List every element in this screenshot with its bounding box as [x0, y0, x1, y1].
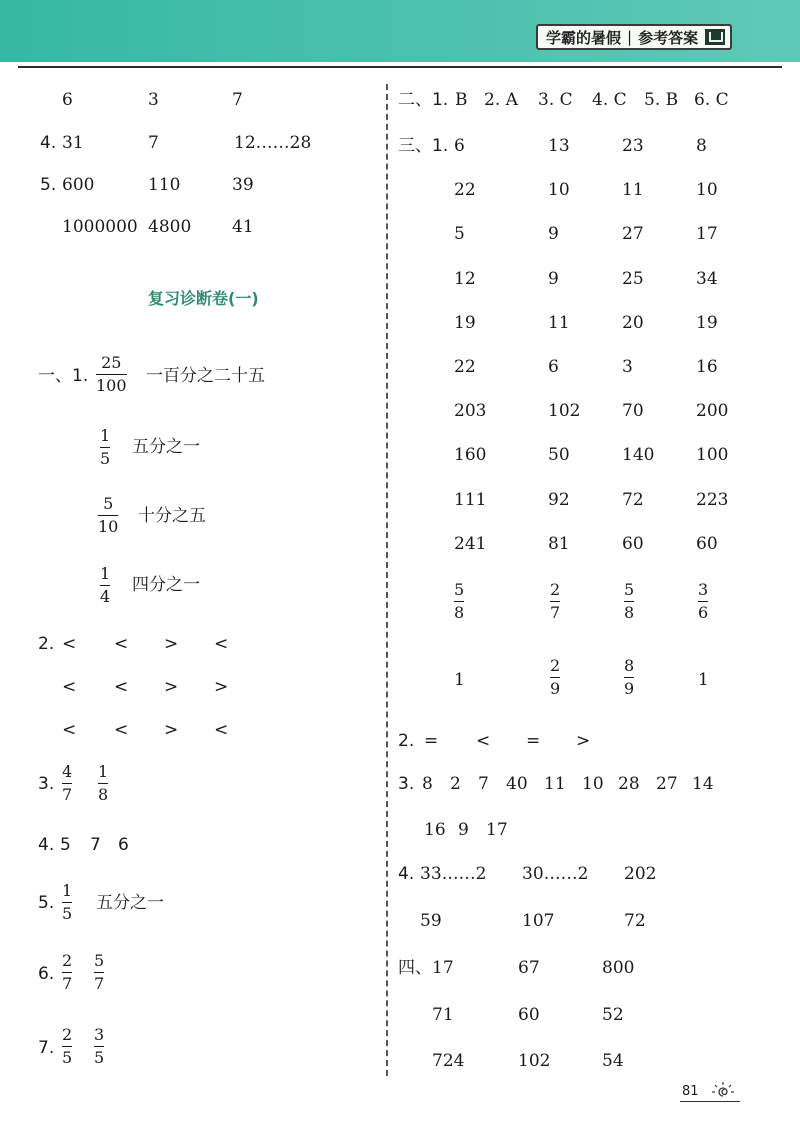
denominator: 100 — [96, 376, 127, 395]
fraction — [624, 658, 634, 697]
grid-cell: 8 — [696, 136, 707, 156]
grid-cell: 5 — [454, 224, 465, 244]
fraction — [62, 1027, 72, 1066]
answer-value: 17 — [486, 820, 508, 840]
answer-value: 39 — [232, 175, 254, 195]
numerator: 2 — [550, 656, 561, 675]
answer-value: 7 — [478, 774, 489, 794]
denominator: 4 — [100, 587, 111, 606]
fraction — [698, 582, 708, 621]
grid-cell: 241 — [454, 534, 487, 554]
answer-value: 3 — [148, 90, 159, 110]
grid-cell: 12 — [454, 269, 476, 289]
answer-value: 52 — [602, 1005, 624, 1025]
grid-cell: 17 — [696, 224, 718, 244]
question-label: 7. — [38, 1038, 55, 1058]
comparison-sign: < — [114, 677, 129, 697]
answer-value: 28 — [618, 774, 640, 794]
answer-value: 30……2 — [522, 864, 589, 884]
answer-value: 33……2 — [420, 864, 487, 884]
grid-cell: 19 — [454, 313, 476, 333]
denominator: 5 — [100, 449, 111, 468]
grid-cell: 22 — [454, 180, 476, 200]
grid-cell: 6 — [454, 136, 465, 156]
grid-cell: 16 — [696, 357, 718, 377]
answer-value: 17 — [432, 958, 454, 978]
grid-cell: 3 — [622, 357, 633, 377]
fraction — [62, 883, 72, 922]
denominator: 8 — [624, 603, 635, 622]
fraction — [550, 658, 560, 697]
answer-value: 724 — [432, 1051, 465, 1071]
fraction — [94, 1027, 104, 1066]
numerator: 3 — [698, 580, 709, 599]
question-label: 4. — [40, 133, 57, 153]
comparison-sign: < — [214, 720, 229, 740]
answer-value: 600 — [62, 175, 95, 195]
fraction-reading: 一百分之二十五 — [146, 366, 265, 386]
grid-cell: 10 — [696, 180, 718, 200]
comparison-sign: < — [214, 634, 229, 654]
answer-value: 67 — [518, 958, 540, 978]
header-rule — [18, 66, 782, 68]
numerator: 5 — [103, 494, 114, 513]
grid-cell: 9 — [548, 224, 559, 244]
answer-value: 7 — [90, 835, 101, 855]
grid-cell: 22 — [454, 357, 476, 377]
grid-cell: 10 — [548, 180, 570, 200]
comparison-sign: = — [424, 731, 439, 751]
question-label: 一、1. — [38, 366, 89, 386]
question-label: 4. — [398, 864, 415, 884]
comparison-sign: > — [164, 677, 179, 697]
answer-value: 16 — [424, 820, 446, 840]
grid-cell: 19 — [696, 313, 718, 333]
badge-separator: | — [627, 28, 633, 46]
answer-value: 27 — [656, 774, 678, 794]
grid-cell: 13 — [548, 136, 570, 156]
denominator: 7 — [94, 974, 105, 993]
answer-value: B — [455, 90, 468, 110]
numerator: 5 — [94, 951, 105, 970]
sun-swirl-icon — [710, 1080, 736, 1102]
numerator: 2 — [62, 1025, 73, 1044]
grid-cell: 11 — [548, 313, 570, 333]
numerator: 25 — [101, 353, 122, 372]
grid-cell: 60 — [622, 534, 644, 554]
column-divider — [386, 84, 388, 1076]
fraction — [96, 355, 127, 394]
answer-value: 110 — [148, 175, 181, 195]
section-name: 参考答案 — [638, 28, 699, 47]
grid-cell: 9 — [548, 269, 559, 289]
grid-cell: 92 — [548, 490, 570, 510]
grid-cell: 70 — [622, 401, 644, 421]
grid-cell: 81 — [548, 534, 570, 554]
numerator: 1 — [62, 881, 73, 900]
answer-value: 11 — [544, 774, 566, 794]
answer-value: 800 — [602, 958, 635, 978]
denominator: 10 — [98, 517, 119, 536]
question-label: 6. — [38, 964, 55, 984]
numerator: 4 — [62, 762, 73, 781]
question-label: 3. — [38, 774, 55, 794]
fraction — [550, 582, 560, 621]
denominator: 8 — [454, 603, 465, 622]
answer-value: 10 — [582, 774, 604, 794]
answer-value: 6. C — [694, 90, 729, 110]
denominator: 6 — [698, 603, 709, 622]
grid-cell: 50 — [548, 445, 570, 465]
comparison-sign: < — [114, 720, 129, 740]
answer-value: 9 — [458, 820, 469, 840]
denominator: 7 — [62, 974, 73, 993]
grid-cell: 34 — [696, 269, 718, 289]
answer-value: 54 — [602, 1051, 624, 1071]
comparison-sign: < — [62, 720, 77, 740]
answer-value: 72 — [624, 911, 646, 931]
grid-cell: 102 — [548, 401, 581, 421]
denominator: 9 — [550, 679, 561, 698]
header-badge — [536, 24, 732, 50]
answer-value: 12……28 — [234, 133, 312, 153]
answer-value: 1 — [454, 670, 465, 690]
question-label: 4. — [38, 835, 55, 855]
denominator: 7 — [550, 603, 561, 622]
grid-cell: 6 — [548, 357, 559, 377]
grid-cell: 23 — [622, 136, 644, 156]
answer-value: 59 — [420, 911, 442, 931]
answer-value: 8 — [422, 774, 433, 794]
fraction — [98, 496, 118, 535]
answer-value: 31 — [62, 133, 84, 153]
answer-value: 102 — [518, 1051, 551, 1071]
comparison-sign: < — [476, 731, 491, 751]
answer-value: 2. A — [484, 90, 518, 110]
denominator: 5 — [94, 1048, 105, 1067]
numerator: 2 — [62, 951, 73, 970]
comparison-sign: < — [62, 634, 77, 654]
denominator: 5 — [62, 904, 73, 923]
answer-value: 71 — [432, 1005, 454, 1025]
denominator: 9 — [624, 679, 635, 698]
answer-value: 4800 — [148, 217, 192, 237]
book-title: 学霸的暑假 — [546, 28, 622, 47]
grid-cell: 203 — [454, 401, 487, 421]
question-label: 3. — [398, 774, 415, 794]
answer-value: 202 — [624, 864, 657, 884]
answer-value: 6 — [62, 90, 73, 110]
grid-cell: 11 — [622, 180, 644, 200]
numerator: 1 — [100, 426, 111, 445]
grid-cell: 223 — [696, 490, 729, 510]
comparison-sign: < — [62, 677, 77, 697]
numerator: 5 — [624, 580, 635, 599]
grid-cell: 72 — [622, 490, 644, 510]
answer-value: 107 — [522, 911, 555, 931]
fraction — [62, 953, 72, 992]
section-title: 复习诊断卷(一) — [148, 289, 259, 308]
fraction — [94, 953, 104, 992]
denominator: 5 — [62, 1048, 73, 1067]
book-icon — [704, 28, 726, 46]
numerator: 1 — [100, 564, 111, 583]
fraction — [98, 764, 108, 803]
comparison-sign: > — [214, 677, 229, 697]
question-label: 四、 — [398, 958, 432, 978]
question-label: 2. — [38, 634, 55, 654]
fraction — [454, 582, 464, 621]
answer-value: 14 — [692, 774, 714, 794]
answer-value: 1000000 — [62, 217, 138, 237]
numerator: 3 — [94, 1025, 105, 1044]
denominator: 8 — [98, 785, 109, 804]
grid-cell: 25 — [622, 269, 644, 289]
numerator: 8 — [624, 656, 635, 675]
fraction — [62, 764, 72, 803]
grid-cell: 100 — [696, 445, 729, 465]
grid-cell: 27 — [622, 224, 644, 244]
fraction-reading: 十分之五 — [138, 506, 206, 526]
question-label: 5. — [38, 893, 55, 913]
grid-cell: 111 — [454, 490, 487, 510]
page-number: 81 — [682, 1084, 699, 1099]
answer-value: 4. C — [592, 90, 627, 110]
comparison-sign: = — [526, 731, 541, 751]
numerator: 5 — [454, 580, 465, 599]
answer-value: 60 — [518, 1005, 540, 1025]
fraction-reading: 五分之一 — [96, 893, 164, 913]
answer-value: 7 — [148, 133, 159, 153]
fraction — [100, 566, 110, 605]
grid-cell: 140 — [622, 445, 655, 465]
answer-value: 2 — [450, 774, 461, 794]
grid-cell: 20 — [622, 313, 644, 333]
fraction-reading: 五分之一 — [132, 437, 200, 457]
answer-value: 5 — [60, 835, 71, 855]
fraction — [624, 582, 634, 621]
numerator: 1 — [98, 762, 109, 781]
grid-cell: 200 — [696, 401, 729, 421]
question-label: 2. — [398, 731, 415, 751]
comparison-sign: < — [114, 634, 129, 654]
answer-value: 3. C — [538, 90, 573, 110]
answer-value: 6 — [118, 835, 129, 855]
comparison-sign: > — [164, 634, 179, 654]
comparison-sign: > — [576, 731, 591, 751]
answer-value: 7 — [232, 90, 243, 110]
grid-cell: 60 — [696, 534, 718, 554]
answer-value: 1 — [698, 670, 709, 690]
numerator: 2 — [550, 580, 561, 599]
fraction — [100, 428, 110, 467]
question-label: 三、1. — [398, 136, 449, 156]
grid-cell: 160 — [454, 445, 487, 465]
answer-value: 41 — [232, 217, 254, 237]
denominator: 7 — [62, 785, 73, 804]
question-label: 5. — [40, 175, 57, 195]
answer-value: 40 — [506, 774, 528, 794]
fraction-reading: 四分之一 — [132, 575, 200, 595]
comparison-sign: > — [164, 720, 179, 740]
question-label: 二、1. — [398, 90, 449, 110]
answer-value: 5. B — [644, 90, 679, 110]
